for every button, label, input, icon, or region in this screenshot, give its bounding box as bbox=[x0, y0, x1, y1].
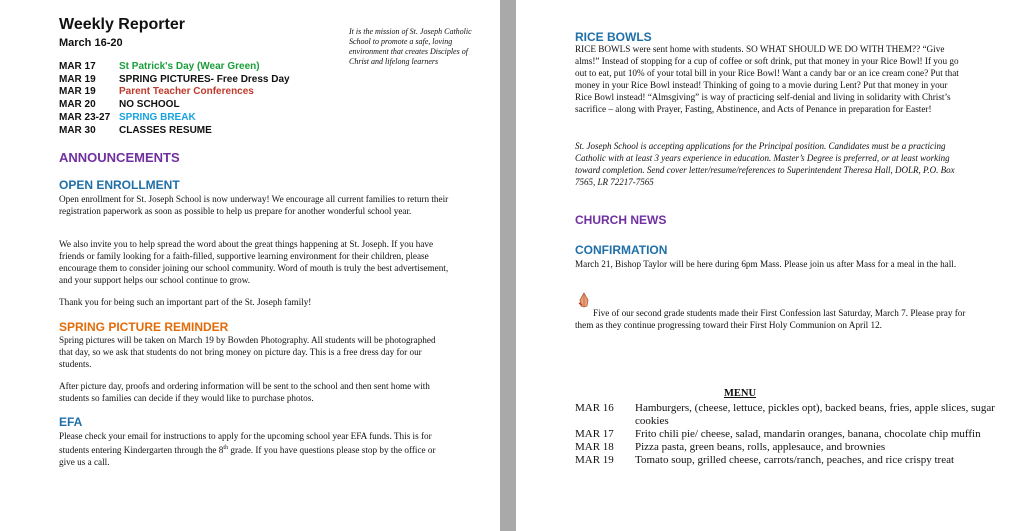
menu-date: MAR 18 bbox=[575, 441, 614, 453]
spring-picture-heading: SPRING PICTURE REMINDER bbox=[59, 320, 229, 334]
menu-title: MENU bbox=[723, 388, 757, 399]
newsletter-title: Weekly Reporter bbox=[59, 16, 185, 33]
menu-list bbox=[575, 402, 1024, 467]
open-enrollment-heading: OPEN ENROLLMENT bbox=[59, 178, 180, 192]
confirmation-paragraph: March 21, Bishop Taylor will be here during 6pm Mass. Please join us after Mass for a meal in the hall. bbox=[575, 259, 957, 269]
announcements-heading: ANNOUNCEMENTS bbox=[59, 150, 180, 165]
spring-picture-paragraph-1: Spring pictures will be taken on March 19 by Bowden Photography. All students will be photographed that day, so we ask that students do not bring money on picture day. This is a free dress day for our students. bbox=[59, 335, 436, 369]
event-date: MAR 30 bbox=[59, 124, 96, 136]
efa-text-part-1: Please check your email for instructions to apply for the upcoming school year EFA funds. This is for students entering Kindergarten through the 8 bbox=[59, 431, 432, 456]
mission-statement: It is the mission of St. Joseph Catholic School to promote a safe, loving environment that creates Disciples of Christ and lifelong learners bbox=[349, 27, 472, 66]
event-date: MAR 23-27 bbox=[59, 112, 111, 124]
left-page bbox=[0, 0, 500, 531]
event-row bbox=[59, 98, 290, 111]
event-label: SPRING PICTURES- Free Dress Day bbox=[119, 73, 290, 85]
event-date: MAR 17 bbox=[59, 60, 96, 72]
event-row bbox=[59, 73, 290, 86]
right-page bbox=[516, 0, 1024, 531]
event-label: SPRING BREAK bbox=[119, 112, 196, 124]
event-date: MAR 19 bbox=[59, 73, 96, 85]
events-list bbox=[59, 60, 290, 137]
newsletter-week: March 16-20 bbox=[59, 37, 123, 49]
church-news-heading: CHURCH NEWS bbox=[575, 213, 667, 227]
menu-row bbox=[575, 428, 1024, 441]
event-row bbox=[59, 124, 290, 137]
open-enrollment-paragraph-2: We also invite you to help spread the word about the great things happening at St. Joseph. If you have friends or family looking for a faith-filled, supportive learning environment for their children, please encourage them to consider joining our school community. Word of mouth is truly the best advertisement, and your support helps our school continue to grow. bbox=[59, 239, 449, 285]
spring-picture-paragraph-2: After picture day, proofs and ordering information will be sent to the school and then sent home with students so families can decide if they would like to purchase photos. bbox=[59, 381, 430, 403]
event-date: MAR 20 bbox=[59, 99, 96, 111]
event-row bbox=[59, 60, 290, 73]
praying-hands-icon bbox=[577, 292, 591, 308]
menu-row bbox=[575, 402, 1024, 428]
event-label: Parent Teacher Conferences bbox=[119, 86, 254, 98]
open-enrollment-paragraph-1: Open enrollment for St. Joseph School is now underway! We encourage all current families to return their registration paperwork as soon as possible to help us prepare for another wonderful school year. bbox=[59, 194, 449, 216]
menu-food: Frito chili pie/ cheese, salad, mandarin oranges, banana, chocolate chip muffin bbox=[635, 428, 981, 440]
menu-date: MAR 19 bbox=[575, 454, 614, 466]
menu-row bbox=[575, 441, 1024, 454]
rice-bowls-heading: RICE BOWLS bbox=[575, 30, 652, 44]
principal-notice: St. Joseph School is accepting applications for the Principal position. Candidates must be a practicing Catholic with at least 3 years experience in education. Master’s Degree is preferred, or at least working toward completion. Send cover letter/resume/references to Superintendent Theresa Hall, DOLR, P.O. Box 7565, LR 72217-7565 bbox=[575, 141, 955, 187]
efa-superscript: th bbox=[223, 445, 229, 451]
open-enrollment-paragraph-3: Thank you for being such an important part of the St. Joseph family! bbox=[59, 297, 312, 307]
menu-date: MAR 16 bbox=[575, 402, 614, 414]
event-label: CLASSES RESUME bbox=[119, 124, 212, 136]
menu-food: Hamburgers, (cheese, lettuce, pickles opt), backed beans, fries, apple slices, sugar cookies bbox=[635, 402, 995, 427]
confirmation-heading: CONFIRMATION bbox=[575, 243, 668, 257]
event-row bbox=[59, 86, 290, 99]
efa-paragraph bbox=[59, 430, 449, 468]
efa-text-part-2: grade. If you have questions please stop by the office or give us a call. bbox=[59, 445, 436, 468]
menu-food: Pizza pasta, green beans, rolls, applesauce, and brownies bbox=[635, 441, 886, 453]
event-label: St Patrick's Day (Wear Green) bbox=[119, 60, 260, 72]
menu-date: MAR 17 bbox=[575, 428, 614, 440]
event-row bbox=[59, 111, 290, 124]
rice-bowls-paragraph: RICE BOWLS were sent home with students. SO WHAT SHOULD WE DO WITH THEM?? “Give alms!” Instead of stopping for a cup of coffee or soft drink, put that money in your Rice Bowl! If you go out to eat, put 10% of your total bill in your Rice Bowl! Want a candy bar or an ice cream cone? Put that money in your Rice Bowl instead! Thinking of going to a movie during Lent? Put that money in your Rice Bowl instead! “Almsgiving” is way of practicing self-denial and living in solidarity with Christ’s sacrifice – along with Prayer, Fasting, Abstinence, and Acts of Penance in preparation for Easter! bbox=[575, 44, 959, 114]
menu-food: Tomato soup, grilled cheese, carrots/ranch, peaches, and rice crispy treat bbox=[635, 454, 955, 466]
event-label: NO SCHOOL bbox=[119, 99, 180, 111]
menu-row bbox=[575, 454, 1024, 467]
first-confession-paragraph: Five of our second grade students made their First Confession last Saturday, March 7. Please pray for them as they continue progressing toward their First Holy Communion on April 12. bbox=[575, 308, 966, 330]
efa-heading: EFA bbox=[59, 415, 83, 429]
event-date: MAR 19 bbox=[59, 86, 96, 98]
